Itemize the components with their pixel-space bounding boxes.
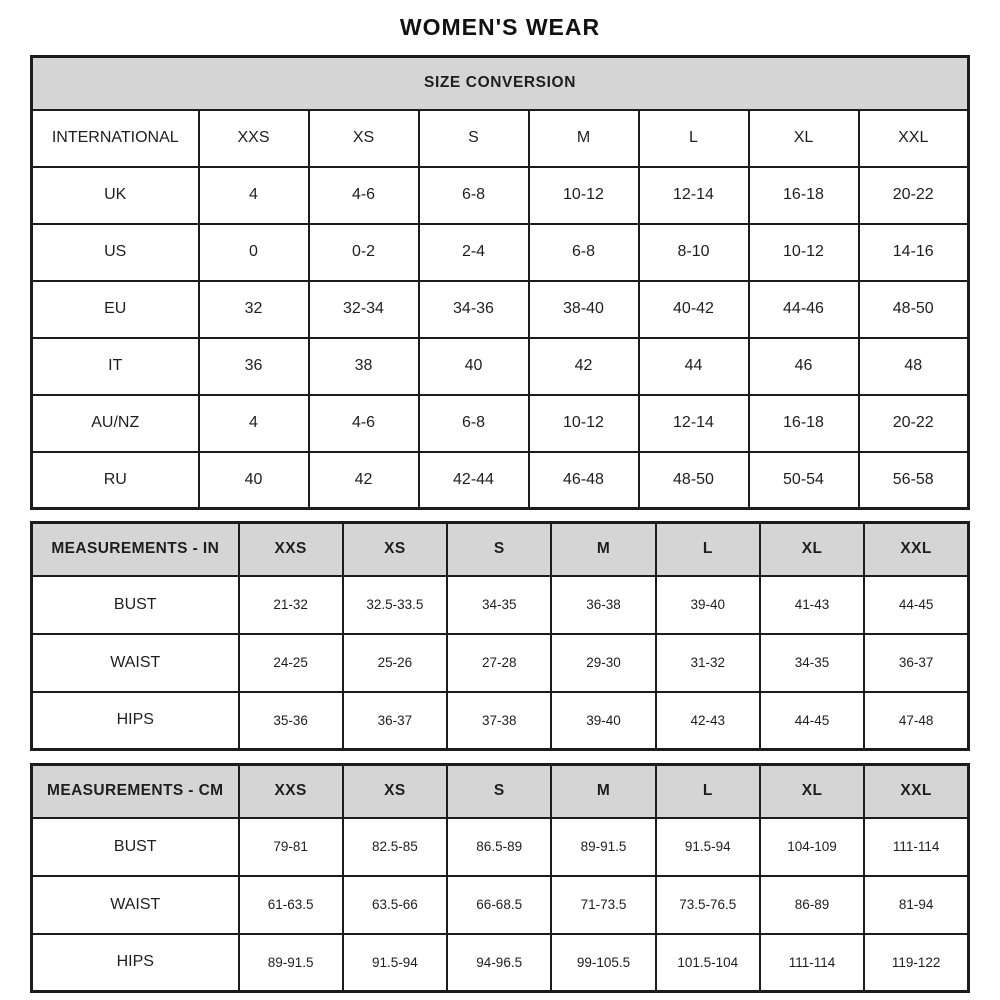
corner-header: MEASUREMENTS - IN — [32, 523, 239, 576]
value-cell: 42 — [309, 452, 419, 509]
corner-header: INTERNATIONAL — [32, 110, 199, 167]
value-cell: 86.5-89 — [447, 818, 551, 876]
row-label: BUST — [32, 818, 239, 876]
value-cell: 39-40 — [656, 576, 760, 634]
value-cell: 10-12 — [749, 224, 859, 281]
measurements-in-table — [30, 521, 970, 751]
value-cell: 50-54 — [749, 452, 859, 509]
value-cell: 36-37 — [864, 634, 968, 692]
table-row — [32, 281, 969, 338]
value-cell: 42-43 — [656, 692, 760, 750]
value-cell: 119-122 — [864, 934, 968, 992]
value-cell: 40 — [419, 338, 529, 395]
value-cell: 40 — [199, 452, 309, 509]
value-cell: 56-58 — [859, 452, 969, 509]
size-conversion-table — [30, 55, 970, 510]
value-cell: 0-2 — [309, 224, 419, 281]
row-label: WAIST — [32, 634, 239, 692]
column-header: XXS — [199, 110, 309, 167]
value-cell: 81-94 — [864, 876, 968, 934]
column-header: XXS — [239, 523, 343, 576]
value-cell: 16-18 — [749, 167, 859, 224]
value-cell: 44 — [639, 338, 749, 395]
column-header: XL — [760, 765, 864, 818]
value-cell: 91.5-94 — [343, 934, 447, 992]
column-header: S — [447, 523, 551, 576]
value-cell: 111-114 — [864, 818, 968, 876]
value-cell: 111-114 — [760, 934, 864, 992]
value-cell: 4 — [199, 167, 309, 224]
value-cell: 12-14 — [639, 395, 749, 452]
value-cell: 66-68.5 — [447, 876, 551, 934]
table-row — [32, 576, 969, 634]
column-header: S — [419, 110, 529, 167]
table-row — [32, 876, 969, 934]
value-cell: 32 — [199, 281, 309, 338]
value-cell: 94-96.5 — [447, 934, 551, 992]
value-cell: 101.5-104 — [656, 934, 760, 992]
table-row — [32, 934, 969, 992]
value-cell: 10-12 — [529, 395, 639, 452]
value-cell: 6-8 — [419, 167, 529, 224]
value-cell: 8-10 — [639, 224, 749, 281]
table-row — [32, 634, 969, 692]
value-cell: 91.5-94 — [656, 818, 760, 876]
value-cell: 39-40 — [551, 692, 655, 750]
row-label: IT — [32, 338, 199, 395]
value-cell: 42 — [529, 338, 639, 395]
column-header: XXL — [859, 110, 969, 167]
value-cell: 82.5-85 — [343, 818, 447, 876]
column-header: L — [656, 523, 760, 576]
value-cell: 38 — [309, 338, 419, 395]
row-label: RU — [32, 452, 199, 509]
value-cell: 40-42 — [639, 281, 749, 338]
value-cell: 16-18 — [749, 395, 859, 452]
column-header: XL — [749, 110, 859, 167]
value-cell: 6-8 — [529, 224, 639, 281]
corner-header: MEASUREMENTS - CM — [32, 765, 239, 818]
column-header: XS — [343, 523, 447, 576]
column-header-row — [32, 523, 969, 576]
value-cell: 34-36 — [419, 281, 529, 338]
table-row — [32, 167, 969, 224]
value-cell: 4-6 — [309, 395, 419, 452]
value-cell: 44-45 — [760, 692, 864, 750]
table-row — [32, 818, 969, 876]
table-row — [32, 692, 969, 750]
value-cell: 27-28 — [447, 634, 551, 692]
value-cell: 63.5-66 — [343, 876, 447, 934]
column-header: L — [639, 110, 749, 167]
value-cell: 20-22 — [859, 167, 969, 224]
column-header: XS — [309, 110, 419, 167]
value-cell: 48-50 — [859, 281, 969, 338]
value-cell: 86-89 — [760, 876, 864, 934]
row-label: EU — [32, 281, 199, 338]
column-header: S — [447, 765, 551, 818]
value-cell: 14-16 — [859, 224, 969, 281]
table-row — [32, 338, 969, 395]
value-cell: 4-6 — [309, 167, 419, 224]
value-cell: 25-26 — [343, 634, 447, 692]
row-label: HIPS — [32, 934, 239, 992]
value-cell: 24-25 — [239, 634, 343, 692]
value-cell: 2-4 — [419, 224, 529, 281]
value-cell: 44-45 — [864, 576, 968, 634]
measurements-in-body — [32, 576, 969, 750]
value-cell: 32.5-33.5 — [343, 576, 447, 634]
value-cell: 46-48 — [529, 452, 639, 509]
value-cell: 31-32 — [656, 634, 760, 692]
column-header: XXL — [864, 765, 968, 818]
row-label: HIPS — [32, 692, 239, 750]
value-cell: 6-8 — [419, 395, 529, 452]
value-cell: 21-32 — [239, 576, 343, 634]
column-header: M — [529, 110, 639, 167]
column-header: XL — [760, 523, 864, 576]
value-cell: 36-37 — [343, 692, 447, 750]
table-row — [32, 395, 969, 452]
value-cell: 79-81 — [239, 818, 343, 876]
measurements-cm-body — [32, 818, 969, 992]
value-cell: 0 — [199, 224, 309, 281]
value-cell: 35-36 — [239, 692, 343, 750]
value-cell: 10-12 — [529, 167, 639, 224]
column-header: L — [656, 765, 760, 818]
value-cell: 89-91.5 — [551, 818, 655, 876]
value-cell: 36-38 — [551, 576, 655, 634]
value-cell: 61-63.5 — [239, 876, 343, 934]
column-header: XS — [343, 765, 447, 818]
value-cell: 48-50 — [639, 452, 749, 509]
value-cell: 44-46 — [749, 281, 859, 338]
column-header-row — [32, 110, 969, 167]
value-cell: 20-22 — [859, 395, 969, 452]
value-cell: 32-34 — [309, 281, 419, 338]
table-row — [32, 452, 969, 509]
value-cell: 47-48 — [864, 692, 968, 750]
value-cell: 38-40 — [529, 281, 639, 338]
row-label: AU/NZ — [32, 395, 199, 452]
row-label: BUST — [32, 576, 239, 634]
row-label: UK — [32, 167, 199, 224]
value-cell: 29-30 — [551, 634, 655, 692]
value-cell: 41-43 — [760, 576, 864, 634]
table-title-row — [32, 57, 969, 110]
page-title: WOMEN'S WEAR — [399, 14, 601, 40]
size-conversion-body — [32, 167, 969, 509]
column-header: M — [551, 523, 655, 576]
value-cell: 48 — [859, 338, 969, 395]
value-cell: 36 — [199, 338, 309, 395]
value-cell: 34-35 — [447, 576, 551, 634]
column-header: XXL — [864, 523, 968, 576]
value-cell: 4 — [199, 395, 309, 452]
column-header-row — [32, 765, 969, 818]
value-cell: 46 — [749, 338, 859, 395]
value-cell: 12-14 — [639, 167, 749, 224]
value-cell: 73.5-76.5 — [656, 876, 760, 934]
row-label: US — [32, 224, 199, 281]
value-cell: 34-35 — [760, 634, 864, 692]
size-conversion-title: SIZE CONVERSION — [32, 57, 969, 110]
column-header: XXS — [239, 765, 343, 818]
value-cell: 104-109 — [760, 818, 864, 876]
table-row — [32, 224, 969, 281]
value-cell: 71-73.5 — [551, 876, 655, 934]
value-cell: 42-44 — [419, 452, 529, 509]
column-header: M — [551, 765, 655, 818]
value-cell: 99-105.5 — [551, 934, 655, 992]
measurements-cm-table — [30, 763, 970, 993]
value-cell: 89-91.5 — [239, 934, 343, 992]
row-label: WAIST — [32, 876, 239, 934]
value-cell: 37-38 — [447, 692, 551, 750]
